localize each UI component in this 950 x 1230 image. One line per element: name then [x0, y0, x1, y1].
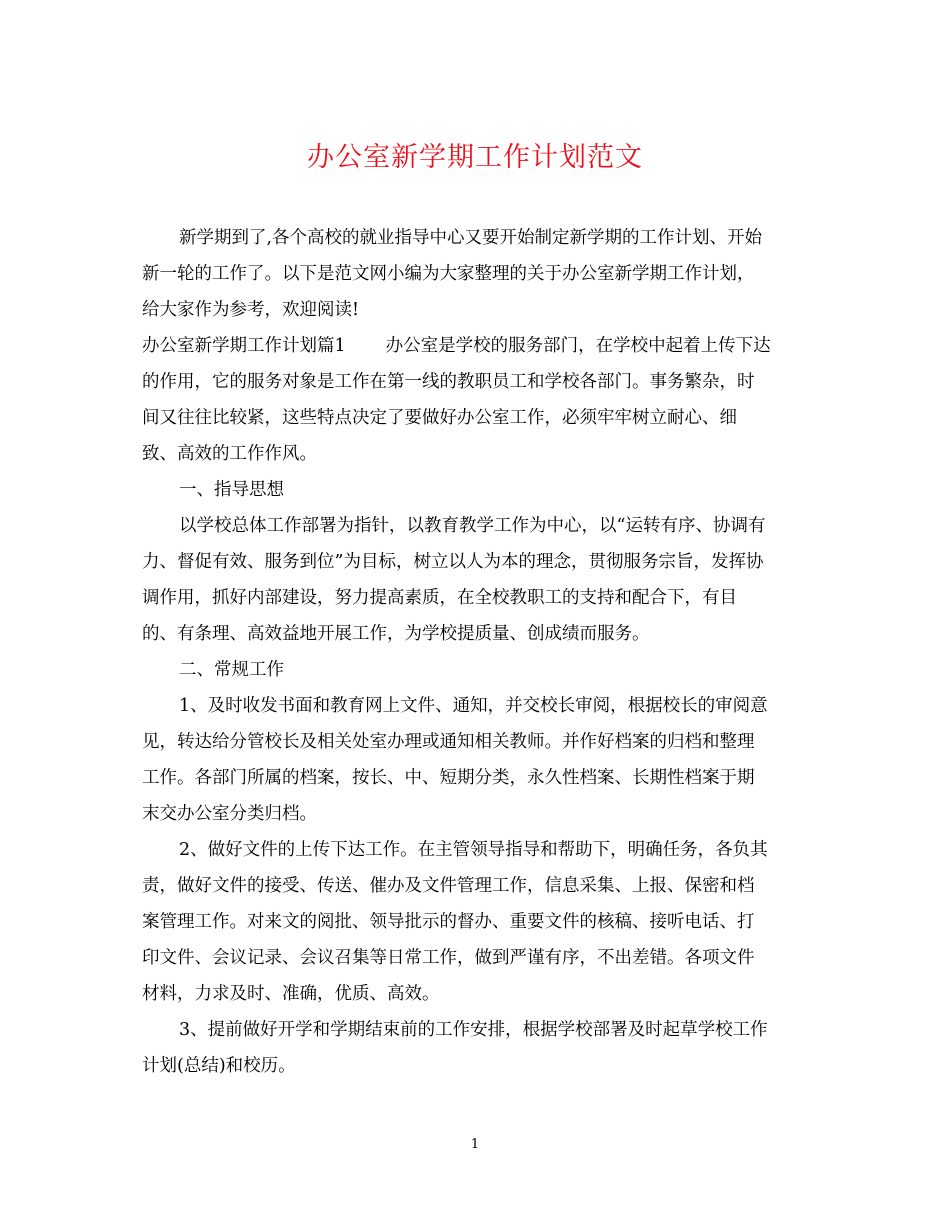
item1-line: 1、及时收发书面和教育网上文件、通知，并交校长审阅，根据校长的审阅意	[179, 696, 768, 716]
intro-line: 新一轮的工作了。以下是范文网小编为大家整理的关于办公室新学期工作计划，	[142, 264, 755, 284]
document-body	[142, 220, 810, 1084]
heading-routine: 二、常规工作	[179, 660, 284, 680]
section1-line: 致、高效的工作作风。	[142, 444, 317, 464]
intro-line: 新学期到了,各个高校的就业指导中心又要开始制定新学期的工作计划、开始	[179, 228, 763, 248]
heading-guiding: 一、指导思想	[179, 480, 284, 500]
item2-line: 材料，力求及时、准确，优质、高效。	[142, 984, 440, 1004]
item2-line: 印文件、会议记录、会议召集等日常工作，做到严谨有序，不出差错。各项文件	[142, 948, 755, 968]
item1-line: 工作。各部门所属的档案，按长、中、短期分类，永久性档案、长期性档案于期	[142, 768, 755, 788]
page-number: 1	[470, 1137, 480, 1152]
item1-line: 见，转达给分管校长及相关处室办理或通知相关教师。并作好档案的归档和整理	[142, 732, 755, 752]
item2-line: 责，做好文件的接受、传送、催办及文件管理工作，信息采集、上报、保密和档	[142, 876, 755, 896]
guiding-line: 以学校总体工作部署为指针，以教育教学工作为中心，以“运转有序、协调有	[179, 516, 766, 536]
section1-line	[142, 328, 810, 364]
document-title: 办公室新学期工作计划范文	[307, 142, 643, 173]
item2-line: 2、做好文件的上传下达工作。在主管领导指导和帮助下，明确任务，各负其	[179, 840, 768, 860]
section1-heading: 办公室新学期工作计划篇1	[142, 336, 346, 356]
item3-line: 计划(总结)和校历。	[142, 1056, 296, 1076]
item3-line: 3、提前做好开学和学期结束前的工作安排，根据学校部署及时起草学校工作	[179, 1020, 768, 1040]
item1-line: 末交办公室分类归档。	[142, 804, 317, 824]
guiding-line: 力、督促有效、服务到位”为目标，树立以人为本的理念，贯彻服务宗旨，发挥协	[142, 552, 764, 572]
guiding-line: 的、有条理、高效益地开展工作，为学校提质量、创成绩而服务。	[142, 624, 650, 644]
section1-line: 间又往往比较紧，这些特点决定了要做好办公室工作，必须牢牢树立耐心、细	[142, 408, 737, 428]
intro-line: 给大家作为参考，欢迎阅读!	[142, 300, 360, 320]
section1-line: 的作用，它的服务对象是工作在第一线的教职员工和学校各部门。事务繁杂，时	[142, 372, 755, 392]
item2-line: 案管理工作。对来文的阅批、领导批示的督办、重要文件的核稿、接听电话、打	[142, 912, 755, 932]
section1-first-text: 办公室是学校的服务部门，在学校中起着上传下达	[385, 336, 771, 356]
guiding-line: 调作用，抓好内部建设，努力提高素质，在全校教职工的支持和配合下，有目	[142, 588, 737, 608]
